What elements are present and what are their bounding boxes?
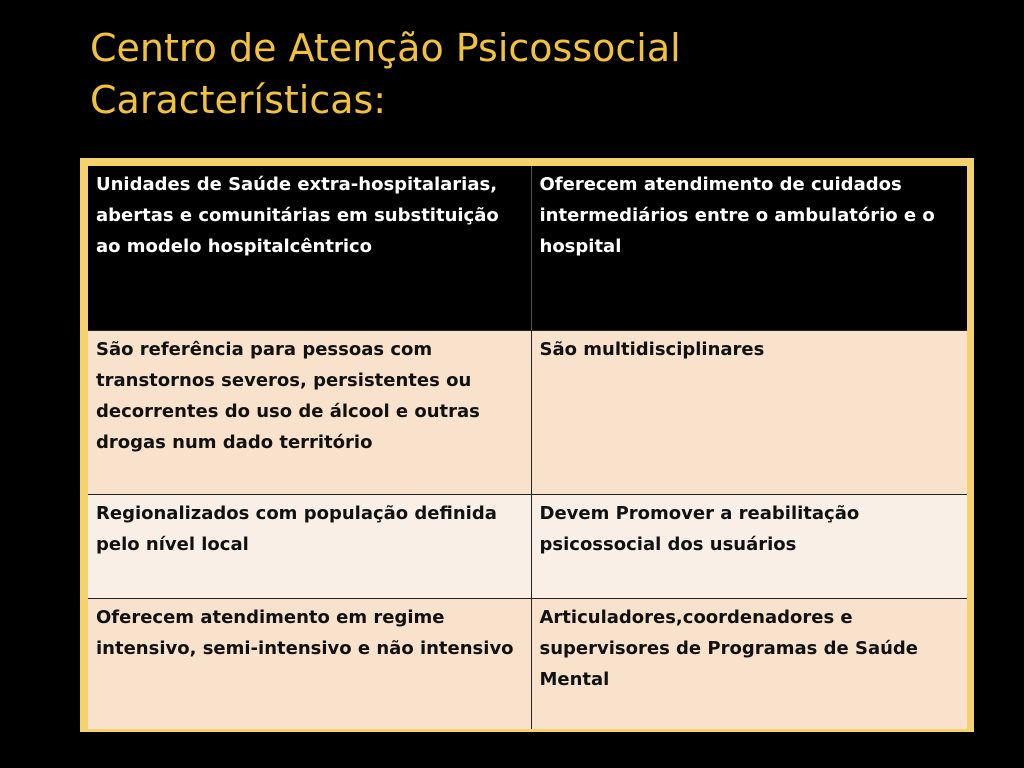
table-row [88,495,967,599]
table-cell: Oferecem atendimento em regime intensivo, semi-intensivo e não intensivo [88,599,531,730]
table-cell: Articuladores,coordenadores e supervisores de Programas de Saúde Mental [531,599,967,730]
characteristics-table [88,166,967,729]
table-row [88,331,967,495]
table-cell: São referência para pessoas com transtornos severos, persistentes ou decorrentes do uso de álcool e outras drogas num dado território [88,331,531,495]
table-cell: Regionalizados com população definida pelo nível local [88,495,531,599]
table-cell: Devem Promover a reabilitação psicossocial dos usuários [531,495,967,599]
table-row [88,599,967,730]
table-frame [80,158,974,732]
title-line-2: Características: [90,78,387,122]
table-cell: Oferecem atendimento de cuidados intermediários entre o ambulatório e o hospital [531,166,967,331]
slide-title [90,22,681,126]
table-row [88,166,967,331]
table-cell: São multidisciplinares [531,331,967,495]
table-cell: Unidades de Saúde extra-hospitalarias, abertas e comunitárias em substituição ao modelo hospitalcêntrico [88,166,531,331]
title-line-1: Centro de Atenção Psicossocial [90,26,681,70]
